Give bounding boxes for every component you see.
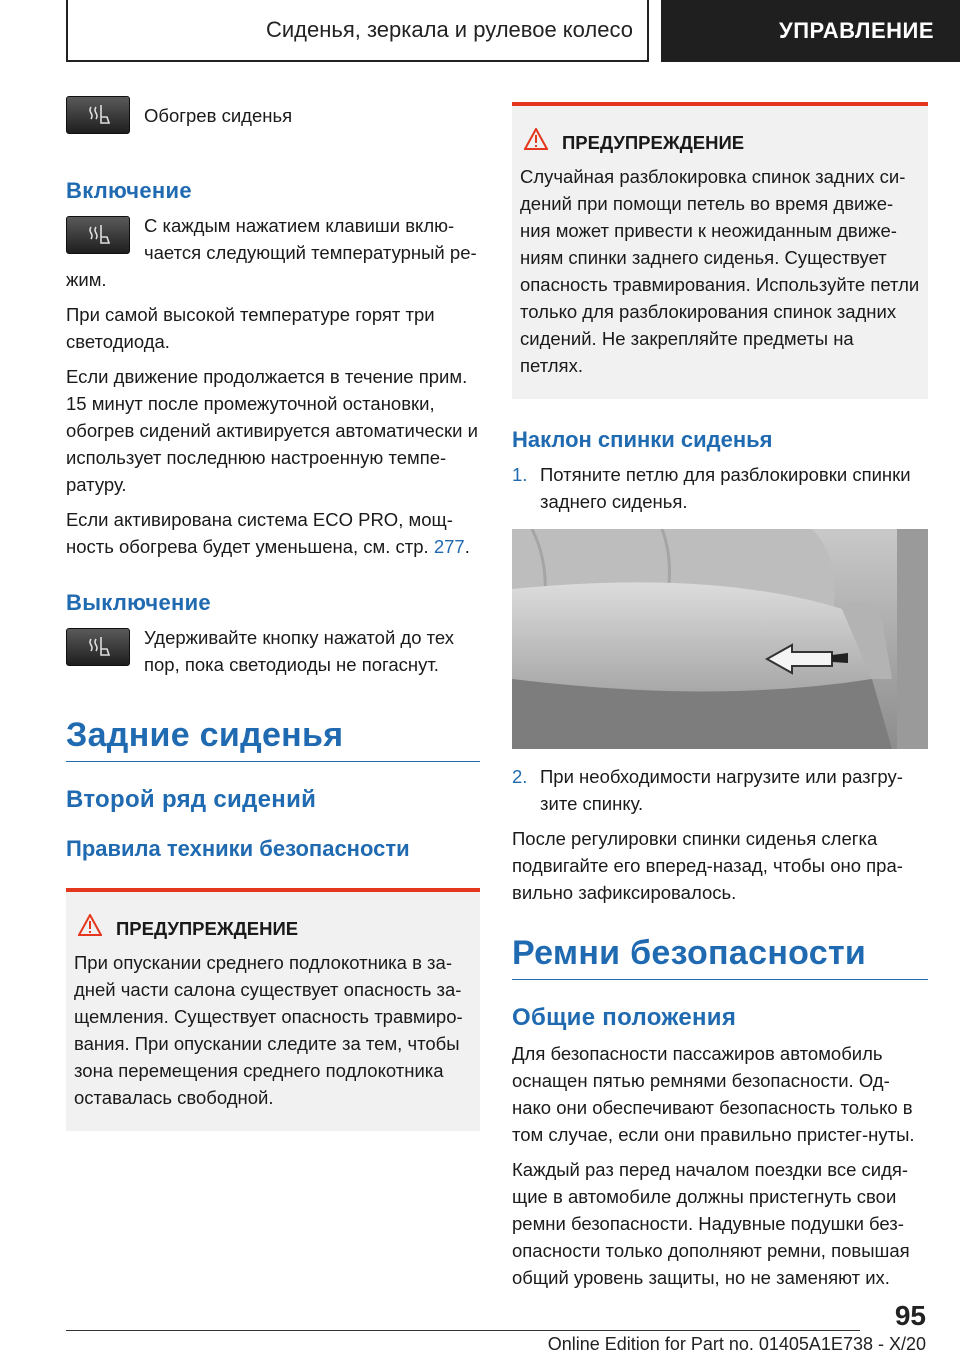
warning-text: Случайная разблокировка спинок задних си-дений при помощи петель во время движе-ния может привести к неожиданным движе-ниям спинки заднего сиденья. Существует опасность травмирования. Используйте петли только для разблокирования спинок задних сидений. Не закрепляйте предметы на петлях.: [520, 166, 920, 376]
seat-heating-button-icon: [66, 628, 130, 666]
rear-seats-heading-wrap: [66, 716, 480, 762]
chapter-tab: УПРАВЛЕНИЕ: [661, 0, 960, 62]
heading-safety-rules: Правила техники безопасности: [66, 836, 410, 861]
heading-on: Включение: [66, 178, 192, 203]
page-number: 95: [894, 1300, 926, 1331]
after-adjust-text: После регулировки спинки сиденья слегка подвигайте его вперед-назад, чтобы оно пра-вильно зафиксировалось.: [512, 828, 903, 903]
heading-seat-belts: Ремни безопасности: [512, 934, 867, 972]
seat-heating-button-icon: [66, 96, 130, 134]
warning-triangle-icon: [78, 914, 102, 943]
heading-rear-seats: Задние сиденья: [66, 716, 344, 754]
heading-second-row: Второй ряд сидений: [66, 786, 317, 813]
warning-box-backrest: [512, 102, 928, 399]
right-column: [512, 102, 928, 1291]
page-header: [0, 0, 960, 66]
step-1: 1. Потяните петлю для разблокировки спинки заднего сиденья.: [512, 464, 911, 512]
heading-general: Общие положения: [512, 1004, 737, 1031]
page-link[interactable]: 277: [433, 536, 465, 557]
warning-triangle-icon: [524, 128, 548, 157]
para-leds: При самой высокой температуре горят три светодиода.: [66, 304, 435, 352]
footer-edition: Online Edition for Part no. 01405A1E738 - X/20: [547, 1334, 926, 1354]
heading-backrest-tilt: Наклон спинки сиденья: [512, 427, 773, 452]
warning-text: При опускании среднего подлокотника в за-дней части салона существует опасность за-щемления. Существует опасность травмиро-вания. При опускании следите за тем, чтобы зона перемещения среднего подлокотника оставалась свободной.: [74, 952, 463, 1108]
warning-box-armrest: [66, 888, 480, 1131]
warning-title: ПРЕДУПРЕЖДЕНИЕ: [74, 914, 472, 943]
para-eco: Если активирована система ECO PRO, мощ-ность обогрева будет уменьшена, см. стр. 277.: [66, 509, 470, 557]
heating-caption-row: [66, 92, 480, 152]
rear-seat-photo: [512, 529, 928, 749]
left-column: [66, 92, 480, 1131]
on-row: [66, 212, 480, 293]
general-para-1: Для безопасности пассажиров автомобиль оснащен пятью ремнями безопасности. Од-нако они обеспечивают безопасность только в том случае, если они правильно пристег-нуты.: [512, 1043, 915, 1145]
warning-title: ПРЕДУПРЕЖДЕНИЕ: [520, 128, 920, 157]
heating-caption: Обогрев сиденья: [144, 105, 293, 126]
heading-off: Выключение: [66, 590, 211, 615]
off-text: Удерживайте кнопку нажатой до тех пор, пока светодиоды не погаснут.: [144, 627, 455, 675]
footer-divider: [66, 1330, 860, 1331]
seat-heating-button-icon: [66, 216, 130, 254]
seat-belts-heading-wrap: [512, 934, 928, 980]
section-title: Сиденья, зеркала и рулевое колесо: [66, 0, 649, 62]
para-auto: Если движение продолжается в течение прим. 15 минут после промежуточной остановки, обогрев сидений активируется автоматически и использует последнюю настроенную темпе-ратуру.: [66, 366, 478, 495]
on-text: С каждым нажатием клавиши вклю-чается следующий температурный ре-жим.: [66, 215, 477, 290]
general-para-2: Каждый раз перед началом поездки все сидя-щие в автомобиле должны пристегнуть свои ремни безопасности. Надувные подушки без-опасности только дополняют ремни, повышая общий уровень защиты, но не заменяют их.: [512, 1159, 910, 1288]
step-2: 2. При необходимости нагрузите или разгру-зите спинку.: [512, 766, 903, 814]
off-row: [66, 624, 480, 680]
